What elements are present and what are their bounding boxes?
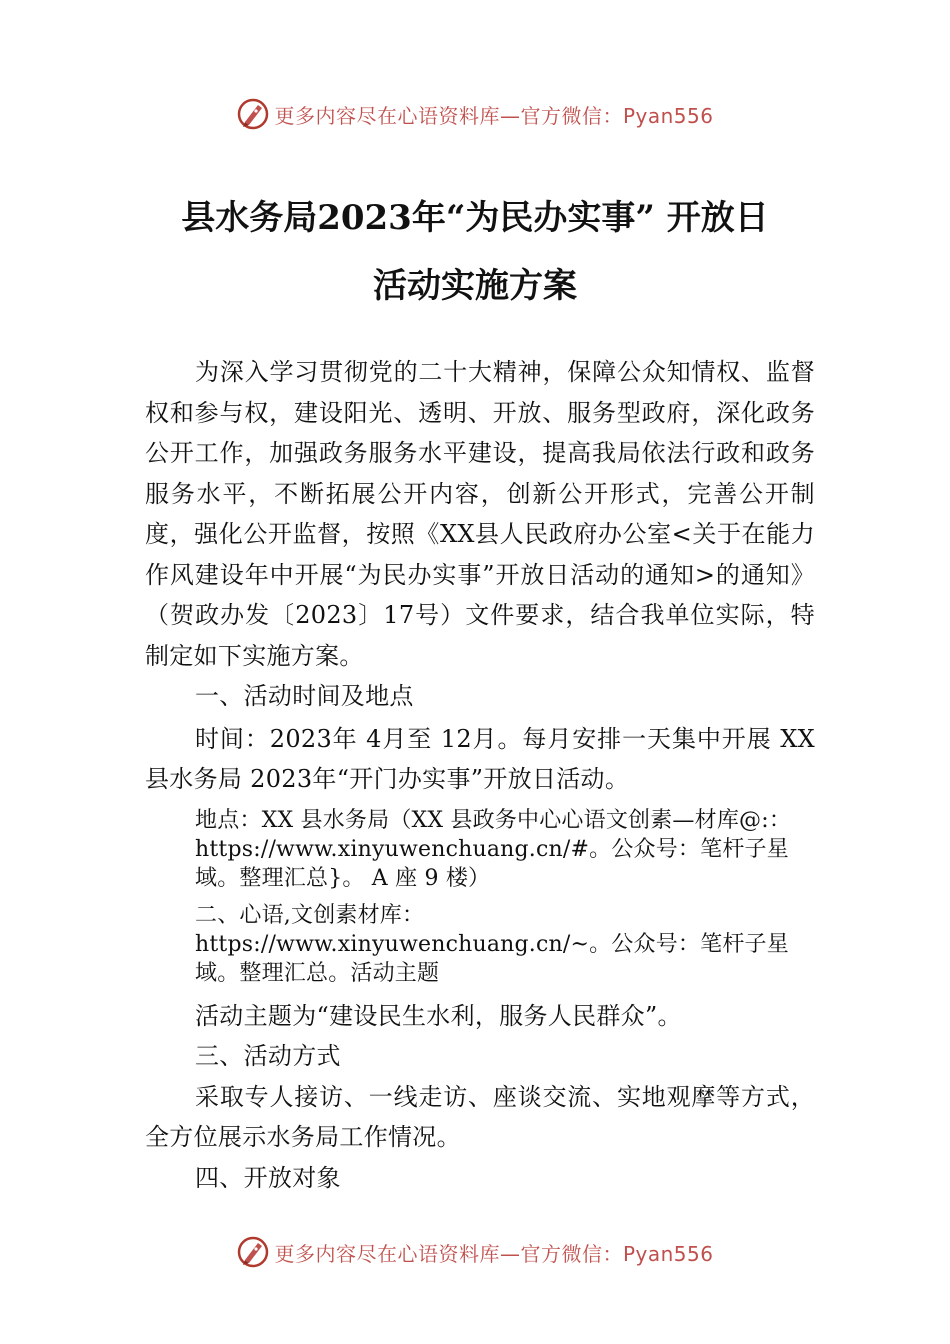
header-watermark-banner xyxy=(0,94,950,134)
section-heading-theme: 二、心语,文创素材库：https://www.xinyuwenchuang.cn/~。公众号：笔杆子星域。整理汇总。活动主题 xyxy=(195,902,789,986)
document-body xyxy=(145,352,815,1198)
pen-nib-circle-icon xyxy=(236,1235,270,1269)
place-paragraph: 地点：XX 县水务局（XX 县政务中心心语文创素—材库@:：https://www.xinyuwenchuang.cn/#。公众号：笔杆子星域。整理汇总}。 A 座 9 楼） xyxy=(195,807,792,891)
section-heading-audience: 四、开放对象 xyxy=(195,1163,341,1192)
section-heading-method: 三、活动方式 xyxy=(195,1042,341,1070)
footer-watermark-banner xyxy=(0,1232,950,1272)
theme-paragraph: 活动主题为“建设民生水利，服务人民群众”。 xyxy=(195,1001,682,1030)
watermark-text: 更多内容尽在心语资料库—官方微信：Pyan556 xyxy=(274,103,714,128)
time-paragraph: 时间：2023年 4月至 12月。每月安排一天集中开展 XX县水务局 2023年“开门办实事”开放日活动。 xyxy=(145,724,815,793)
watermark-text: 更多内容尽在心语资料库—官方微信：Pyan556 xyxy=(274,1241,714,1266)
section-heading-time-place: 一、活动时间及地点 xyxy=(195,682,414,710)
document-title-line-1: 县水务局2023年“为民办实事” 开放日 xyxy=(181,198,769,238)
document-title-line-2: 活动实施方案 xyxy=(373,266,577,306)
intro-paragraph: 为深入学习贯彻党的二十大精神，保障公众知情权、监督权和参与权，建设阳光、透明、开放、服务型政府，深化政务公开工作，加强政务服务水平建设，提高我局依法行政和政务服务水平，不断拓展公开内容，创新公开形式，完善公开制度，强化公开监督，按照《XX县人民政府办公室<关于在能力作风建设年中开展“为民办实事”开放日活动的通知>的通知》（贺政办发〔2023〕17号）文件要求，结合我单位实际，特制定如下实施方案。 xyxy=(145,358,815,670)
pen-nib-circle-icon xyxy=(236,97,270,131)
method-paragraph: 采取专人接访、一线走访、座谈交流、实地观摩等方式，全方位展示水务局工作情况。 xyxy=(145,1082,815,1151)
